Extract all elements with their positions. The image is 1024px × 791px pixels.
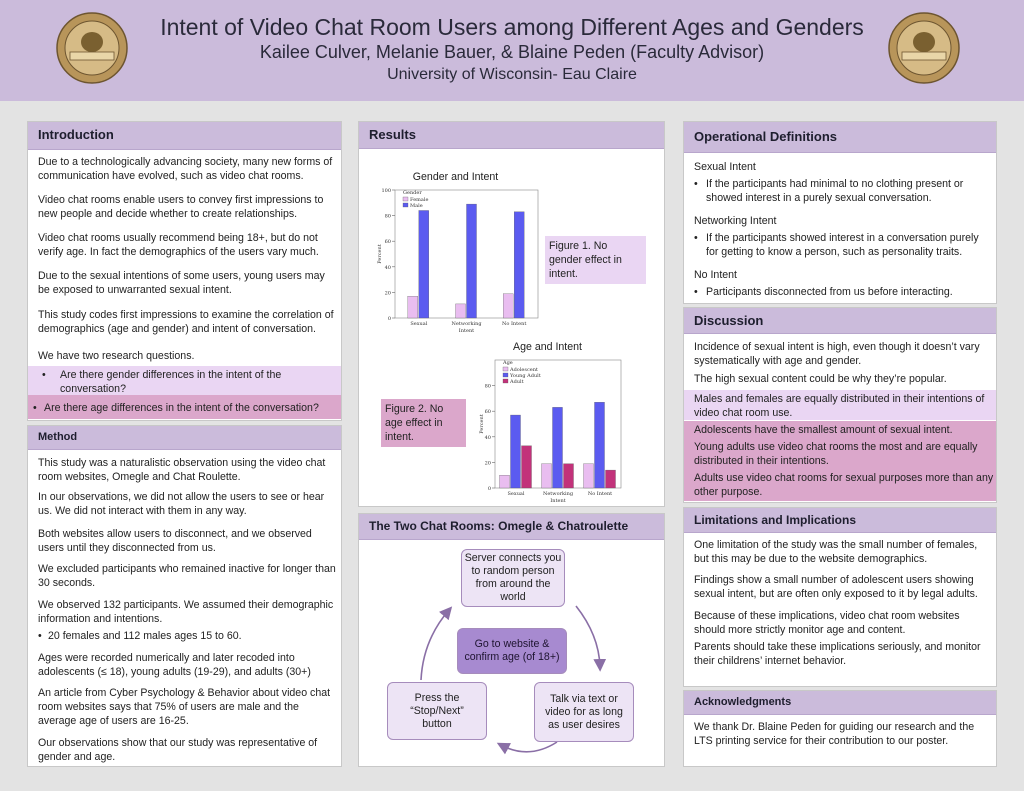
research-question-2	[30, 401, 340, 415]
y-tick-label: 80	[484, 383, 491, 390]
y-tick-label: 100	[381, 188, 391, 194]
flow-step-server-connects: Server connects you to random person from around the world	[461, 549, 565, 607]
x-tick-label: Networking	[542, 491, 574, 497]
poster-title: Intent of Video Chat Room Users among Different Ages and Genders	[160, 14, 864, 40]
flow-step-press-stop-next: Press the “Stop/Next” button	[387, 682, 487, 740]
bullet-icon: •	[694, 286, 698, 298]
results-panel	[358, 121, 665, 507]
poster-authors: Kailee Culver, Melanie Bauer, & Blaine Peden (Faculty Advisor)	[259, 42, 765, 62]
discussion-heading: Discussion	[684, 308, 996, 334]
method-paragraph: An article from Cyber Psychology & Behavior about video chat room websites says that 75% of users are male and the average age of users are 16-25.	[38, 687, 331, 727]
chat-rooms-heading: The Two Chat Rooms: Omegle & Chatroulette	[359, 514, 664, 540]
y-tick-label: 80	[384, 213, 391, 220]
intro-paragraph: Video chat rooms usually recommend being 18+, but do not verify age. In fact the demographics of the users vary much.	[38, 232, 319, 258]
definition-text	[694, 231, 990, 259]
definition-text	[694, 177, 990, 205]
x-tick-label: Networking	[451, 321, 482, 327]
age-finding: Young adults use video chat rooms the most and are equally distributed in their intentions.	[694, 441, 978, 467]
bullet-icon: •	[33, 402, 37, 414]
bar	[542, 464, 552, 488]
bar	[467, 204, 477, 318]
legend-label: Female	[410, 197, 429, 203]
gender-intent-chart	[373, 184, 543, 336]
limitations-heading: Limitations and Implications	[684, 508, 996, 533]
limitations-paragraph: Because of these implications, video chat room websites should more strictly monitor age and content.	[694, 610, 960, 636]
gender-finding: Males and females are equally distributed in their intentions of video chat room use.	[694, 393, 985, 419]
method-bullet-text: 20 females and 112 males ages 15 to 60.	[48, 630, 242, 642]
y-tick-label: 60	[384, 239, 391, 246]
method-paragraph: We excluded participants who remained inactive for longer than 30 seconds.	[38, 563, 336, 589]
legend-title: Gender	[403, 190, 422, 196]
bar	[456, 304, 466, 318]
research-question-1	[36, 368, 336, 396]
poster-institution: University of Wisconsin- Eau Claire	[387, 66, 637, 83]
x-axis-label: Intent	[550, 498, 566, 504]
bar	[595, 402, 605, 488]
method-paragraph: This study was a naturalistic observation using the video chat room websites, Omegle and Chat Roulette.	[38, 457, 326, 483]
y-tick-label: 0	[387, 316, 391, 322]
intro-paragraph: This study codes first impressions to examine the correlation of demographics (age and gender) and intent of conversation.	[38, 309, 334, 335]
discussion-paragraph: The high sexual content could be why they’re popular.	[694, 373, 947, 385]
y-axis-label: Percent	[479, 414, 485, 434]
figure-2-caption: Figure 2. No age effect in intent.	[381, 399, 466, 447]
bullet-icon: •	[694, 178, 698, 190]
acknowledgments-heading: Acknowledgments	[684, 691, 996, 715]
flow-step-talk: Talk via text or video for as long as user desires	[534, 682, 634, 742]
legend-label: Young Adult	[510, 373, 541, 379]
operational-definitions-heading: Operational Definitions	[684, 122, 996, 153]
definition-description: If the participants showed interest in a conversation purely for getting to know a person, such as personality traits.	[706, 232, 979, 258]
definition-term: No Intent	[694, 269, 737, 281]
acknowledgments-panel	[683, 690, 997, 767]
bar	[553, 407, 563, 488]
bar	[564, 464, 574, 488]
bar	[500, 475, 510, 488]
bar	[522, 446, 532, 488]
chat-rooms-panel	[358, 513, 665, 767]
method-heading: Method	[28, 426, 341, 450]
intro-paragraph: Due to a technologically advancing society, many new forms of communication have evolved, such as video chat rooms.	[38, 156, 333, 182]
method-panel	[27, 425, 342, 767]
intro-paragraph: Video chat rooms enable users to convey first impressions to new people and decide whether to create relationships.	[38, 194, 324, 220]
intro-paragraph: We have two research questions.	[38, 350, 195, 362]
y-tick-label: 20	[484, 460, 491, 467]
y-tick-label: 20	[384, 290, 391, 297]
method-paragraph: Ages were recorded numerically and later recoded into adolescents (≤ 18), young adults (19-29), and adults (30+)	[38, 652, 311, 678]
flow-step-go-to-website: Go to website & confirm age (of 18+)	[457, 628, 567, 674]
y-tick-label: 40	[384, 264, 391, 271]
x-tick-label: Sexual	[507, 491, 525, 497]
bar	[408, 296, 418, 318]
results-heading: Results	[359, 122, 664, 149]
bar	[503, 294, 513, 318]
definition-text	[694, 285, 990, 299]
bullet-icon: •	[42, 369, 46, 381]
bar	[511, 415, 521, 488]
legend-swatch	[503, 367, 508, 371]
legend-label: Adolescent	[510, 367, 538, 373]
poster-header	[0, 0, 1024, 101]
legend-label: Male	[410, 203, 423, 209]
age-finding: Adolescents have the smallest amount of sexual intent.	[694, 424, 953, 436]
limitations-paragraph: Parents should take these implications seriously, and monitor their childrens’ internet behavior.	[694, 641, 981, 667]
definition-term: Networking Intent	[694, 215, 777, 227]
discussion-paragraph: Incidence of sexual intent is high, even though it doesn’t vary systematically with age and gender.	[694, 341, 980, 367]
operational-definitions-panel	[683, 121, 997, 304]
limitations-paragraph: One limitation of the study was the small number of females, but this may be due to the website demographics.	[694, 539, 978, 565]
bullet-icon: •	[694, 232, 698, 244]
definition-description: Participants disconnected from us before interacting.	[706, 286, 953, 298]
research-question-text: Are there age differences in the intent of the conversation?	[44, 402, 319, 414]
method-paragraph: Our observations show that our study was representative of gender and age.	[38, 737, 318, 763]
intro-paragraph: Due to the sexual intentions of some users, young users may be exposed to unwarranted sexual intent.	[38, 270, 325, 296]
method-paragraph: In our observations, we did not allow the users to see or hear us. We did not interact with them in any way.	[38, 491, 325, 517]
legend-label: Adult	[510, 379, 524, 385]
bullet-icon: •	[38, 630, 42, 642]
y-tick-label: 60	[484, 409, 491, 416]
definition-term: Sexual Intent	[694, 161, 756, 173]
bar	[514, 212, 524, 318]
method-paragraph: We observed 132 participants. We assumed their demographic information and intentions.	[38, 599, 334, 625]
acknowledgments-text: We thank Dr. Blaine Peden for guiding our research and the LTS printing service for their contribution to our poster.	[694, 721, 975, 747]
legend-swatch	[403, 203, 408, 207]
legend-title: Age	[503, 360, 513, 366]
x-tick-label: Sexual	[410, 321, 428, 327]
definition-description: If the participants had minimal to no clothing present or showed interest in a purely sexual conversation.	[706, 178, 964, 204]
figure-1-caption: Figure 1. No gender effect in intent.	[545, 236, 646, 284]
y-tick-label: 0	[487, 486, 491, 492]
discussion-panel	[683, 307, 997, 503]
legend-swatch	[403, 197, 408, 201]
limitations-panel	[683, 507, 997, 687]
chart-2-title: Age and Intent	[513, 341, 582, 353]
y-axis-label: Percent	[377, 244, 383, 264]
bar	[419, 210, 429, 318]
x-tick-label: No Intent	[587, 491, 613, 497]
method-bullet	[38, 629, 338, 643]
x-tick-label: No Intent	[501, 321, 527, 327]
age-finding: Adults use video chat rooms for sexual purposes more than any other purpose.	[694, 472, 994, 498]
x-axis-label: Intent	[458, 328, 475, 334]
bar	[606, 470, 616, 488]
bar	[584, 464, 594, 488]
legend-swatch	[503, 379, 508, 383]
limitations-paragraph: Findings show a small number of adolescent users showing sexual intent, but are often only exposed to it by legal adults.	[694, 574, 978, 600]
method-paragraph: Both websites allow users to disconnect, and we observed users until they disconnected from us.	[38, 528, 312, 554]
chart-1-title: Gender and Intent	[412, 171, 499, 183]
age-intent-chart	[475, 354, 625, 506]
y-tick-label: 40	[484, 434, 491, 441]
introduction-panel	[27, 121, 342, 421]
introduction-heading: Introduction	[28, 122, 341, 150]
legend-swatch	[503, 373, 508, 377]
research-question-text: Are there gender differences in the intent of the conversation?	[60, 369, 282, 395]
